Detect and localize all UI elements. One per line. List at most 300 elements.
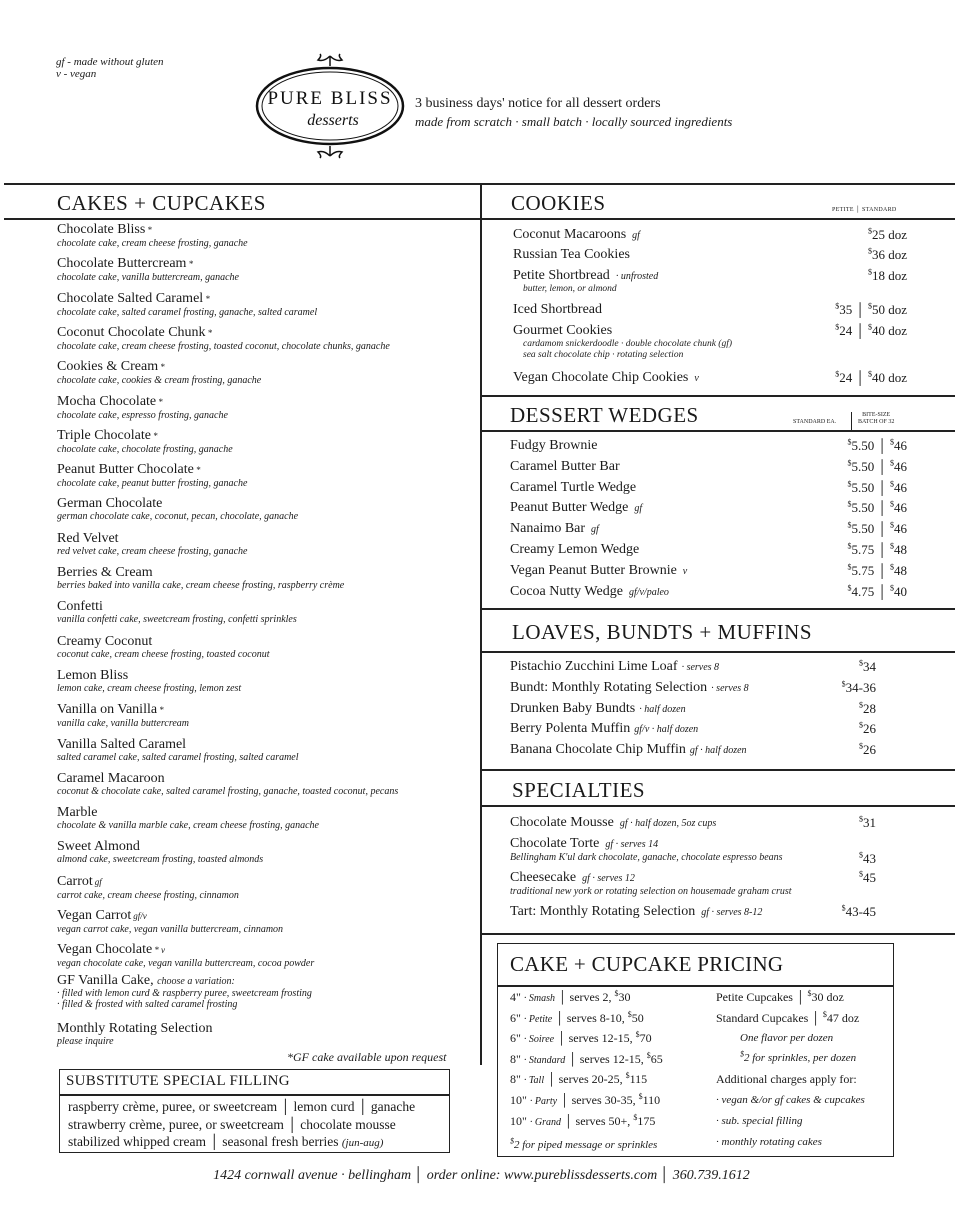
specialty-name: Cheesecake [510, 870, 577, 885]
cake-name: Vanilla on Vanilla [57, 702, 158, 718]
cake-name: Coconut Chocolate Chunk [57, 324, 206, 340]
loaf-price: $34-36 [841, 679, 876, 695]
specialties-bottom-rule [482, 933, 955, 935]
cake-name: Vegan Chocolate [57, 942, 153, 958]
loaves-title-rule [482, 651, 955, 653]
cake-name-line [57, 462, 472, 478]
cookie-qualifier: v [694, 373, 699, 384]
cake-size: 6" [510, 1010, 521, 1025]
wedge-item [510, 438, 598, 454]
cake-name: Confetti [57, 599, 103, 615]
cake-tier: · Soiree [523, 1034, 555, 1046]
gf-vanilla-opt1: · filled with lemon curd & raspberry puree, sweetcream frosting [57, 988, 312, 999]
cake-tier: · Standard [523, 1054, 566, 1066]
wedge-item [510, 459, 620, 475]
cookie-name: Iced Shortbread [513, 302, 603, 317]
wedge-price-standard: 5.75 [851, 542, 875, 557]
cake-size-row: 4" · Smash │ serves 2, $30 [510, 989, 631, 1004]
cake-size-price: 30 [618, 990, 631, 1004]
wedge-price-batch: 46 [894, 479, 907, 495]
loaf-qualifier: · serves 8 [711, 682, 749, 694]
cake-item [57, 702, 472, 729]
cake-desc: chocolate cake, espresso frosting, ganache [57, 409, 228, 421]
filling-title: SUBSTITUTE SPECIAL FILLING [66, 1073, 290, 1089]
cake-size-row: 10" · Grand │ serves 50+, $175 [510, 1112, 656, 1128]
specialty-name: Chocolate Torte [510, 836, 600, 851]
cake-mark: gf [94, 876, 102, 887]
cookie-name: Coconut Macaroons [513, 227, 627, 242]
cake-name-line [57, 291, 472, 307]
cake-desc: carrot cake, cream cheese frosting, cinnamon [57, 889, 239, 901]
cake-size: 10" [510, 1093, 527, 1107]
cake-desc: salted caramel cake, salted caramel frosting, salted caramel [57, 751, 299, 763]
cake-serves: serves 2, [569, 990, 612, 1004]
wedge-name: Fudgy Brownie [510, 438, 598, 453]
cake-name-line [57, 805, 472, 820]
specialties-title-rule [482, 805, 955, 807]
cake-size-row: 8" · Standard │ serves 12-15, $65 [510, 1050, 663, 1066]
cake-item [57, 668, 472, 694]
cake-name: Red Velvet [57, 530, 119, 546]
tagline-made: made from scratch · small batch · locally sourced ingredients [415, 114, 733, 129]
loaf-name: Banana Chocolate Chip Muffin [510, 742, 686, 758]
wedge-price-batch: 46 [894, 438, 907, 453]
footer-contact: 1424 cornwall avenue · bellingham │ order online: www.pureblissdesserts.com │ 360.739.1612 [213, 1168, 750, 1183]
cake-name: Chocolate Buttercream [57, 256, 187, 272]
cake-desc: vanilla confetti cake, sweetcream frosting, confetti sprinkles [57, 614, 297, 626]
cake-item [57, 771, 472, 797]
specialty-name: Tart: Monthly Rotating Selection [510, 904, 696, 919]
wedge-price: $5.50 │ $46 [847, 520, 907, 537]
cookie-price-petite: 24 [839, 323, 853, 338]
wedge-price-batch: 46 [894, 458, 907, 474]
specialty-sub: traditional new york or rotating selection on housemade graham crust [510, 886, 792, 897]
wedge-name: Creamy Lemon Wedge [510, 542, 640, 557]
wedge-price: $5.75 │ $48 [847, 541, 907, 557]
gf-vanilla-name: GF Vanilla Cake, [57, 973, 154, 988]
sprinkles-note: $2 for sprinkles, per dozen [740, 1049, 857, 1064]
wedge-price-batch: 48 [894, 542, 907, 557]
cookie-price: $18 doz [867, 267, 907, 283]
additional-2: · sub. special filling [716, 1115, 803, 1127]
cookie-price-petite: 35 [839, 302, 853, 317]
logo-sub: desserts [307, 112, 359, 129]
wedge-price: $5.50 │ $46 [847, 458, 907, 474]
cake-name: Peanut Butter Chocolate [57, 462, 194, 478]
wedge-qualifier: gf [591, 524, 599, 536]
cake-size-row: 8" · Tall │ serves 20-25, $115 [510, 1071, 648, 1087]
cake-size-price: 110 [642, 1093, 661, 1107]
wedge-price-batch: 46 [894, 500, 907, 516]
wedge-item [510, 480, 636, 496]
cake-name: Cookies & Cream [57, 359, 159, 375]
cake-name: Mocha Chocolate [57, 393, 157, 409]
cake-desc: chocolate cake, peanut butter frosting, ganache [57, 478, 248, 490]
cake-item [57, 908, 472, 935]
cookie-price-standard: 40 doz [871, 370, 907, 385]
specialty-price: $45 [859, 869, 876, 885]
piped-note: $2 for piped message or sprinkles [510, 1136, 658, 1151]
cake-desc: chocolate cake, salted caramel frosting, ganache, salted caramel [57, 306, 318, 318]
cookie-price-standard: 40 doz [871, 323, 907, 338]
specialty-price-value: 31 [863, 815, 876, 830]
cake-size: 4" [510, 990, 521, 1004]
wedge-name: Caramel Turtle Wedge [510, 479, 637, 495]
cake-tier: · Party [529, 1096, 558, 1107]
wedge-item [510, 521, 599, 538]
cookie-name: Gourmet Cookies [513, 323, 613, 338]
loaf-item [510, 680, 749, 697]
specialty-price-value: 45 [863, 870, 876, 885]
cookies-col-header: PETITE │ STANDARD [832, 207, 897, 213]
specialty-qualifier: gf · serves 14 [605, 839, 659, 850]
cakes-title: CAKES + CUPCAKES [57, 191, 266, 215]
loaf-item [510, 742, 747, 759]
cake-serves: serves 12-15, [579, 1051, 644, 1066]
loaf-price-value: 26 [863, 742, 876, 758]
pricing-box [497, 943, 894, 1157]
wedge-item [510, 563, 687, 580]
cake-item [57, 222, 472, 249]
cake-size: 6" [510, 1031, 521, 1046]
cake-serves: serves 8-10, [566, 1010, 625, 1025]
cake-item [57, 874, 472, 901]
wedge-name: Caramel Butter Bar [510, 458, 620, 474]
cake-name-line [57, 394, 472, 410]
filling-box [59, 1069, 450, 1153]
cake-item [57, 805, 472, 831]
legend-gf: gf - made without gluten [56, 56, 164, 68]
wedge-price-standard: 5.50 [851, 458, 875, 474]
cake-name-line [57, 942, 472, 958]
wedge-price: $5.50 │ $46 [847, 500, 907, 516]
loaf-price-value: 34 [863, 659, 876, 674]
specialty-qualifier: gf · serves 12 [582, 873, 635, 884]
cookie-price-petite: 24 [839, 370, 853, 385]
cookie-sub2: sea salt chocolate chip · rotating selection [523, 350, 684, 360]
specialty-qualifier: gf · half dozen, 5oz cups [619, 818, 717, 829]
cake-name-line [57, 531, 472, 546]
cookie-item [513, 268, 658, 285]
loaves-title: LOAVES, BUNDTS + MUFFINS [512, 620, 813, 644]
cake-item [57, 394, 472, 421]
cake-item [57, 325, 472, 352]
wedge-qualifier: v [682, 565, 688, 577]
cake-mark: * [195, 465, 201, 476]
filling-line2: strawberry crème, puree, or sweetcream │ chocolate mousse [68, 1116, 396, 1132]
cookie-price-standard: 50 doz [871, 302, 907, 317]
wedge-price-standard: 4.75 [851, 583, 875, 599]
loaf-name: Berry Polenta Muffin [510, 721, 631, 737]
specialty-price: $43 [859, 850, 876, 866]
wedge-item [510, 542, 639, 558]
cake-name-line [57, 325, 472, 341]
wedge-item [510, 584, 669, 601]
cake-name: Berries & Cream [57, 565, 153, 580]
wedge-qualifier: gf/v/paleo [628, 586, 669, 598]
cake-desc: german chocolate cake, coconut, pecan, chocolate, ganache [57, 511, 299, 523]
loaf-price-value: 34-36 [845, 679, 876, 695]
gf-cake-note: *GF cake available upon request [287, 1050, 447, 1064]
wedge-price-batch: 46 [894, 521, 907, 537]
gf-vanilla-opt2: · filled & frosted with salted caramel frosting [57, 999, 238, 1010]
cake-size: 10" [510, 1113, 527, 1128]
wedges-title-rule [482, 430, 955, 432]
cookie-item [513, 247, 630, 263]
loaf-qualifier: · serves 8 [681, 662, 720, 673]
cake-item [57, 599, 472, 625]
cake-item [57, 531, 472, 557]
filling-season: (jun-aug) [341, 1137, 384, 1149]
wedge-price-standard: 5.50 [851, 521, 875, 537]
monthly-desc: please inquire [57, 1036, 114, 1047]
wedge-price-batch: 40 [894, 583, 907, 599]
specialty-name: Chocolate Mousse [510, 815, 614, 830]
loaf-name: Drunken Baby Bundts [510, 700, 636, 716]
cake-tier: · Tall [523, 1075, 545, 1087]
cake-serves: serves 20-25, [558, 1072, 623, 1087]
cake-name: Sweet Almond [57, 839, 140, 855]
cake-mark: * [188, 259, 193, 270]
loaf-price-value: 26 [863, 721, 876, 737]
specialty-item [510, 870, 635, 887]
pure-bliss-logo [253, 52, 408, 160]
cake-name: Caramel Macaroon [57, 770, 165, 786]
cookie-qualifier: · unfrosted [615, 271, 659, 282]
specialty-item [510, 904, 762, 921]
cake-name-line [57, 668, 472, 683]
monthly-rotating-cake [57, 1021, 472, 1047]
specialty-qualifier: gf · serves 8-12 [701, 907, 763, 918]
specialty-price-value: 43-45 [845, 904, 876, 919]
tagline [415, 95, 732, 131]
petite-cupcakes: Petite Cupcakes │ $30 doz [716, 989, 844, 1004]
cake-item [57, 634, 472, 660]
cake-name-line [57, 496, 472, 511]
cookie-item [513, 302, 602, 318]
loaf-item [510, 721, 698, 738]
wedges-title: DESSERT WEDGES [510, 403, 699, 427]
loaf-name: Pistachio Zucchini Lime Loaf [510, 659, 678, 674]
cake-name: Marble [57, 805, 98, 821]
cake-item [57, 942, 472, 969]
cake-size-price: 175 [637, 1113, 656, 1128]
cake-size: 8" [510, 1072, 521, 1087]
specialty-sub: Bellingham K'ul dark chocolate, ganache, chocolate espresso beans [510, 852, 783, 863]
cake-item [57, 428, 472, 455]
wedge-name: Nanaimo Bar [510, 521, 586, 537]
cake-desc: chocolate cake, cream cheese frosting, toasted coconut, chocolate chunks, ganache [57, 340, 390, 352]
cake-desc: almond cake, sweetcream frosting, toasted almonds [57, 854, 264, 866]
cake-desc: berries baked into vanilla cake, cream cheese frosting, raspberry crème [57, 580, 345, 591]
cake-desc: chocolate cake, chocolate frosting, ganache [57, 443, 233, 455]
cake-name-line [57, 839, 472, 854]
wedge-price-batch: 48 [894, 562, 907, 578]
cake-name-line [57, 256, 472, 272]
wedge-name: Cocoa Nutty Wedge [510, 583, 623, 599]
cake-serves: serves 12-15, [568, 1031, 633, 1046]
cake-name: Vanilla Salted Caramel [57, 736, 187, 752]
cake-name: Lemon Bliss [57, 667, 129, 683]
gf-vanilla-choose: choose a variation: [157, 976, 235, 987]
dietary-legend [56, 56, 164, 80]
loaf-price: $28 [859, 700, 876, 716]
cake-name-line [57, 908, 472, 924]
cake-mark: * [205, 293, 210, 304]
cake-tier: · Grand [529, 1116, 562, 1128]
cake-item [57, 496, 472, 522]
specialty-price: $31 [859, 814, 876, 830]
cake-name: Chocolate Bliss [57, 222, 146, 237]
cake-mark: * [147, 225, 152, 235]
cake-size-price: 65 [650, 1051, 663, 1066]
wedges-top-rule [482, 395, 955, 397]
cookies-title-rule [482, 218, 955, 220]
cookie-name: Vegan Chocolate Chip Cookies [513, 370, 689, 385]
cake-item [57, 291, 472, 318]
wedge-price: $5.50 │ $46 [847, 479, 907, 495]
loaf-price-value: 28 [863, 700, 876, 716]
cake-name-line [57, 565, 472, 580]
loaf-item [510, 659, 719, 676]
wedge-qualifier: gf [634, 503, 643, 515]
cake-desc: vegan carrot cake, vegan vanilla buttercream, cinnamon [57, 924, 284, 935]
cookie-qualifier: gf [632, 230, 640, 241]
cake-name-line [57, 222, 472, 238]
cake-name-line [57, 771, 472, 786]
wedge-price-standard: 5.75 [851, 562, 875, 578]
cake-size: 8" [510, 1051, 521, 1066]
cake-item [57, 359, 472, 386]
loaf-name: Bundt: Monthly Rotating Selection [510, 679, 708, 695]
specialties-title: SPECIALTIES [512, 778, 646, 802]
loaf-price: $26 [859, 721, 876, 737]
cake-size-row: 10" · Party │ serves 30-35, $110 [510, 1092, 661, 1107]
cake-desc: chocolate cake, cream cheese frosting, ganache [57, 238, 248, 249]
wedge-name: Peanut Butter Wedge [510, 500, 629, 516]
cake-mark: * v [154, 945, 165, 956]
monthly-name: Monthly Rotating Selection [57, 1021, 213, 1036]
cookie-price-value: 36 doz [871, 247, 907, 262]
cake-name-line [57, 634, 472, 649]
specialty-item [510, 815, 716, 832]
cake-name: German Chocolate [57, 496, 163, 512]
wedges-hdr-sep [851, 412, 852, 430]
wedge-item [510, 500, 642, 517]
cake-serves: serves 30-35, [571, 1093, 636, 1107]
cake-mark: * [207, 327, 213, 338]
specialty-price: $43-45 [841, 903, 876, 919]
legend-v: v - vegan [56, 68, 97, 80]
cake-item [57, 737, 472, 763]
cookie-price-value: 25 doz [871, 227, 907, 242]
cake-desc: lemon cake, cream cheese frosting, lemon zest [57, 682, 242, 694]
loaf-item [510, 701, 686, 718]
logo-name: PURE BLISS [267, 88, 393, 109]
wedge-price: $4.75 │ $40 [847, 583, 907, 599]
cake-name-line [57, 599, 472, 614]
loaf-price: $26 [859, 741, 876, 758]
cookie-price-value: 18 doz [871, 268, 907, 283]
specialty-item [510, 836, 658, 853]
tagline-notice: 3 business days' notice for all dessert orders [415, 96, 661, 111]
pricing-title: CAKE + CUPCAKE PRICING [510, 952, 784, 976]
cake-name-line [57, 874, 472, 890]
loaf-qualifier: gf/v · half dozen [634, 724, 699, 736]
cake-desc: chocolate cake, cookies & cream frosting, ganache [57, 375, 262, 387]
wedge-name: Vegan Peanut Butter Brownie [510, 562, 677, 578]
cookie-price: $24 │ $40 doz [835, 369, 907, 385]
wedges-hdr-bite: BITE-SIZE BATCH OF 32 [858, 412, 895, 425]
gf-vanilla-cake [57, 973, 472, 1010]
pricing-rule [498, 985, 893, 987]
loaf-qualifier: · half dozen [639, 703, 686, 715]
wedges-hdr-standard: STANDARD EA. [793, 419, 837, 425]
cake-item [57, 256, 472, 283]
cake-desc: chocolate & vanilla marble cake, cream cheese frosting, ganache [57, 820, 319, 832]
cake-name: Creamy Coconut [57, 633, 153, 649]
wedge-price-standard: 5.50 [851, 479, 875, 495]
cookie-item [513, 370, 699, 387]
cake-desc: coconut & chocolate cake, salted caramel frosting, ganache, toasted coconut, pecans [57, 785, 399, 797]
cake-name: Chocolate Salted Caramel [57, 290, 204, 306]
cookie-name: Petite Shortbread [513, 268, 610, 283]
cake-size-price: 115 [629, 1072, 648, 1087]
cookie-item [513, 323, 612, 339]
logo-frame-graphic [253, 52, 408, 160]
cake-tier: · Petite [523, 1013, 553, 1025]
cake-name-line [57, 359, 472, 375]
cake-desc: vegan chocolate cake, vegan vanilla buttercream, cocoa powder [57, 958, 315, 970]
wedge-price: $5.50 │ $46 [847, 437, 907, 453]
cake-name-line [57, 428, 472, 444]
cake-mark: gf/v [133, 911, 147, 921]
cake-desc: chocolate cake, vanilla buttercream, ganache [57, 272, 239, 284]
cake-name-line [57, 737, 472, 752]
specialty-price-value: 43 [863, 851, 876, 866]
filling-rule [60, 1094, 449, 1096]
cookie-price: $25 doz [867, 226, 907, 242]
cake-size-price: 70 [639, 1031, 652, 1046]
cookie-price: $35 │ $50 doz [835, 301, 907, 317]
cookie-price: $36 doz [867, 246, 907, 262]
filling-line1: raspberry crème, puree, or sweetcream │ lemon curd │ ganache [68, 1099, 416, 1114]
cake-size-row: 6" · Petite │ serves 8-10, $50 [510, 1009, 644, 1025]
cake-size-row: 6" · Soiree │ serves 12-15, $70 [510, 1030, 652, 1046]
cake-mark: * [160, 362, 165, 373]
wedge-price: $5.75 │ $48 [847, 562, 907, 578]
cake-item [57, 462, 472, 489]
additional-charges: Additional charges apply for: [716, 1072, 857, 1086]
cookie-sub: cardamom snickerdoodle · double chocolate chunk (gf) [523, 339, 733, 349]
cake-mark: * [152, 430, 158, 441]
loaves-top-rule [482, 608, 955, 610]
cake-name: Triple Chocolate [57, 427, 151, 443]
cake-desc: coconut cake, cream cheese frosting, toasted coconut [57, 648, 270, 660]
cake-tier: · Smash [523, 993, 556, 1004]
cake-name-line [57, 702, 472, 718]
specialties-top-rule [482, 769, 955, 771]
cookie-price: $24 │ $40 doz [835, 322, 907, 338]
cake-name: Vegan Carrot [57, 908, 132, 923]
cake-serves: serves 50+, [575, 1113, 631, 1128]
cake-mark: * [159, 705, 164, 716]
cake-size-price: 50 [631, 1010, 644, 1025]
cake-item [57, 839, 472, 865]
additional-3: · monthly rotating cakes [716, 1136, 822, 1148]
cake-name: Carrot [57, 873, 93, 889]
loaf-price: $34 [859, 658, 876, 674]
